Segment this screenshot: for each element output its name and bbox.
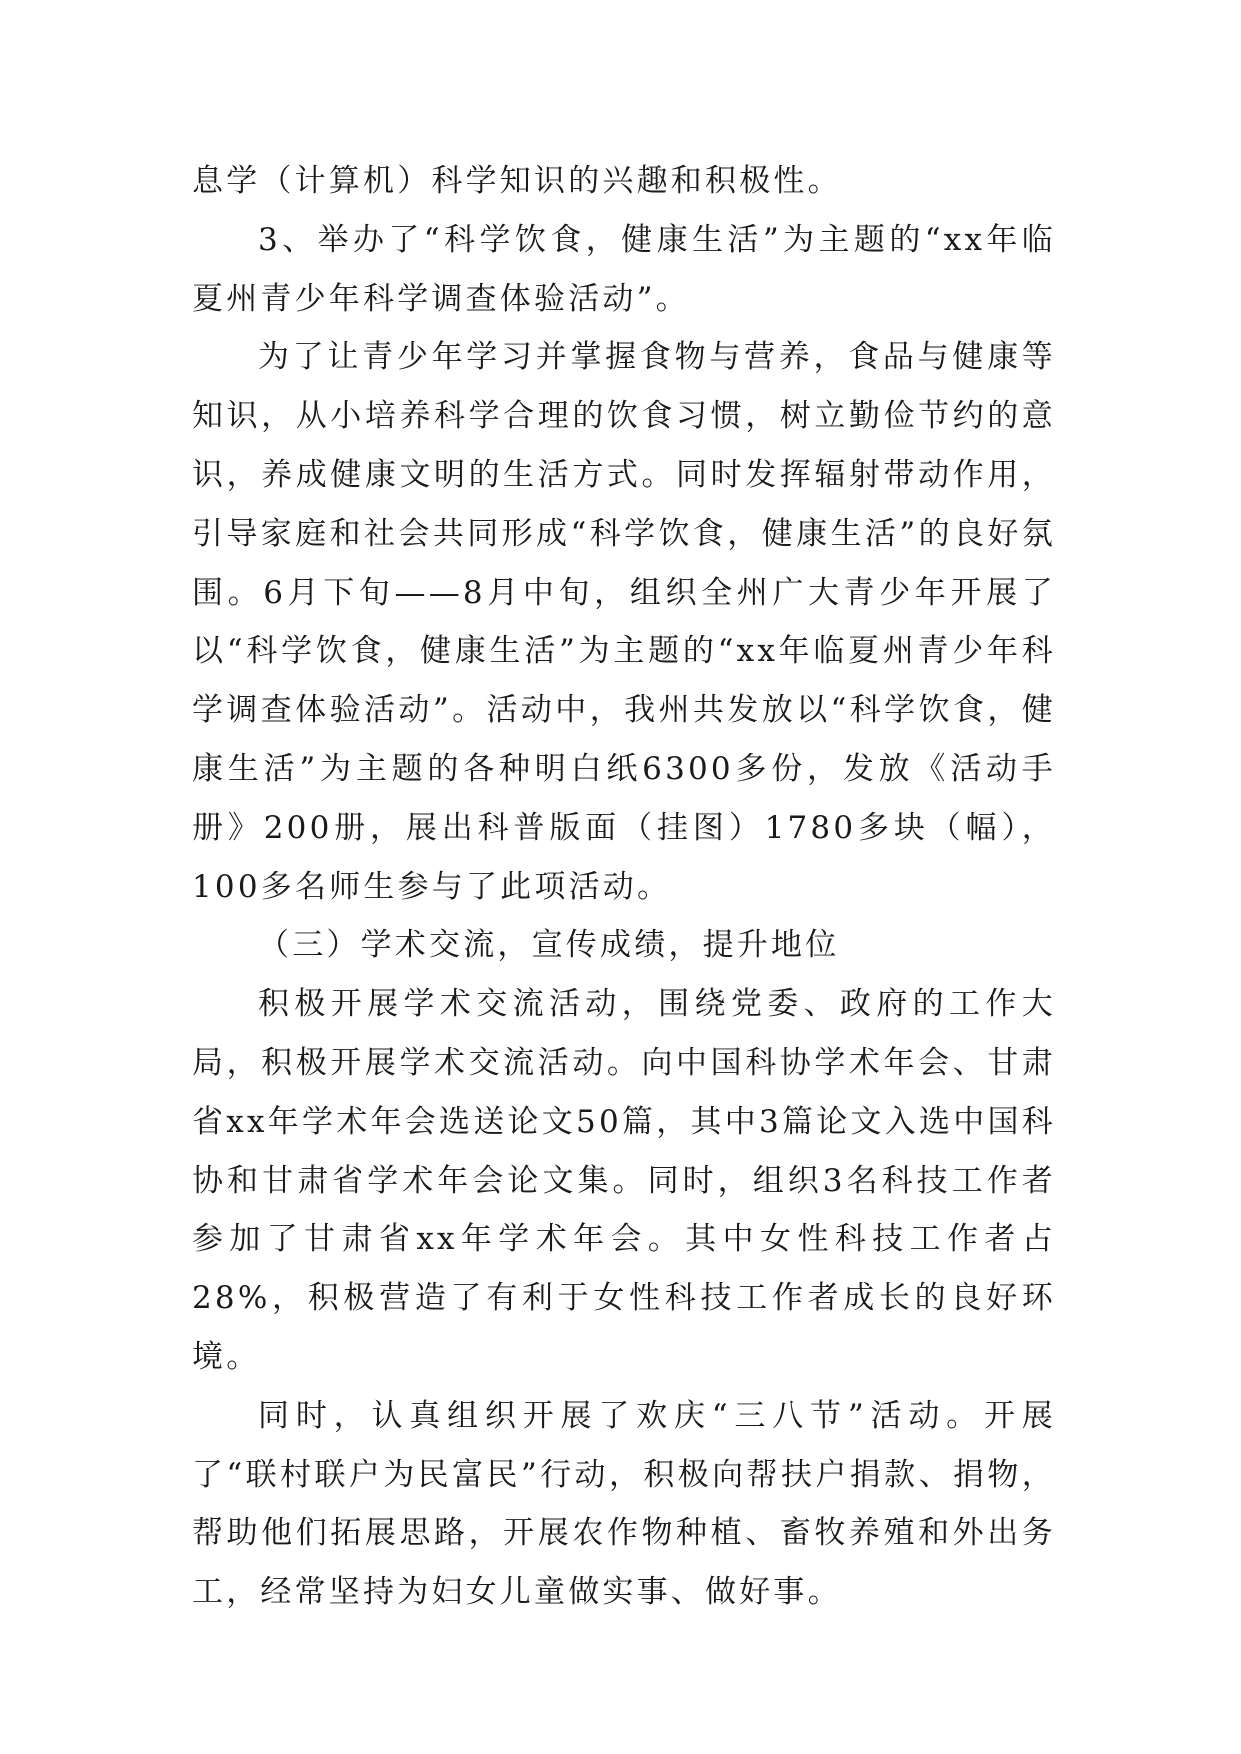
paragraph-continuation: 息学（计算机）科学知识的兴趣和积极性。 bbox=[192, 163, 842, 199]
document-body bbox=[192, 152, 1056, 1622]
paragraph-activity-description: 为了让青少年学习并掌握食物与营养，食品与健康等知识，从小培养科学合理的饮食习惯，树立勤俭节约的意识，养成健康文明的生活方式。同时发挥辐射带动作用，引导家庭和社会共同形成“科学饮食，健康生活”的良好氛围。6月下旬——8月中旬，组织全州广大青少年开展了以“科学饮食，健康生活”为主题的“xx年临夏州青少年科学调查体验活动”。活动中，我州共发放以“科学饮食，健康生活”为主题的各种明白纸6300多份，发放《活动手册》200册，展出科普版面（挂图）1780多块（幅），100多名师生参与了此项活动。 bbox=[192, 339, 1056, 905]
paragraph-item-3: 3、举办了“科学饮食，健康生活”为主题的“xx年临夏州青少年科学调查体验活动”。 bbox=[192, 221, 1056, 317]
section-heading-3: （三）学术交流，宣传成绩，提升地位 bbox=[258, 927, 840, 964]
paragraph-academic-exchange: 积极开展学术交流活动，围绕党委、政府的工作大局，积极开展学术交流活动。向中国科协学术年会、甘肃省xx年学术年会选送论文50篇，其中3篇论文入选中国科协和甘肃省学术年会论文集。同时，组织3名科技工作者参加了甘肃省xx年学术年会。其中女性科技工作者占28%，积极营造了有利于女性科技工作者成长的良好环境。 bbox=[192, 986, 1056, 1375]
paragraph-womens-day: 同时，认真组织开展了欢庆“三八节”活动。开展了“联村联户为民富民”行动，积极向帮扶户捐款、捐物，帮助他们拓展思路，开展农作物种植、畜牧养殖和外出务工，经常坚持为妇女儿童做实事、做好事。 bbox=[192, 1397, 1056, 1611]
